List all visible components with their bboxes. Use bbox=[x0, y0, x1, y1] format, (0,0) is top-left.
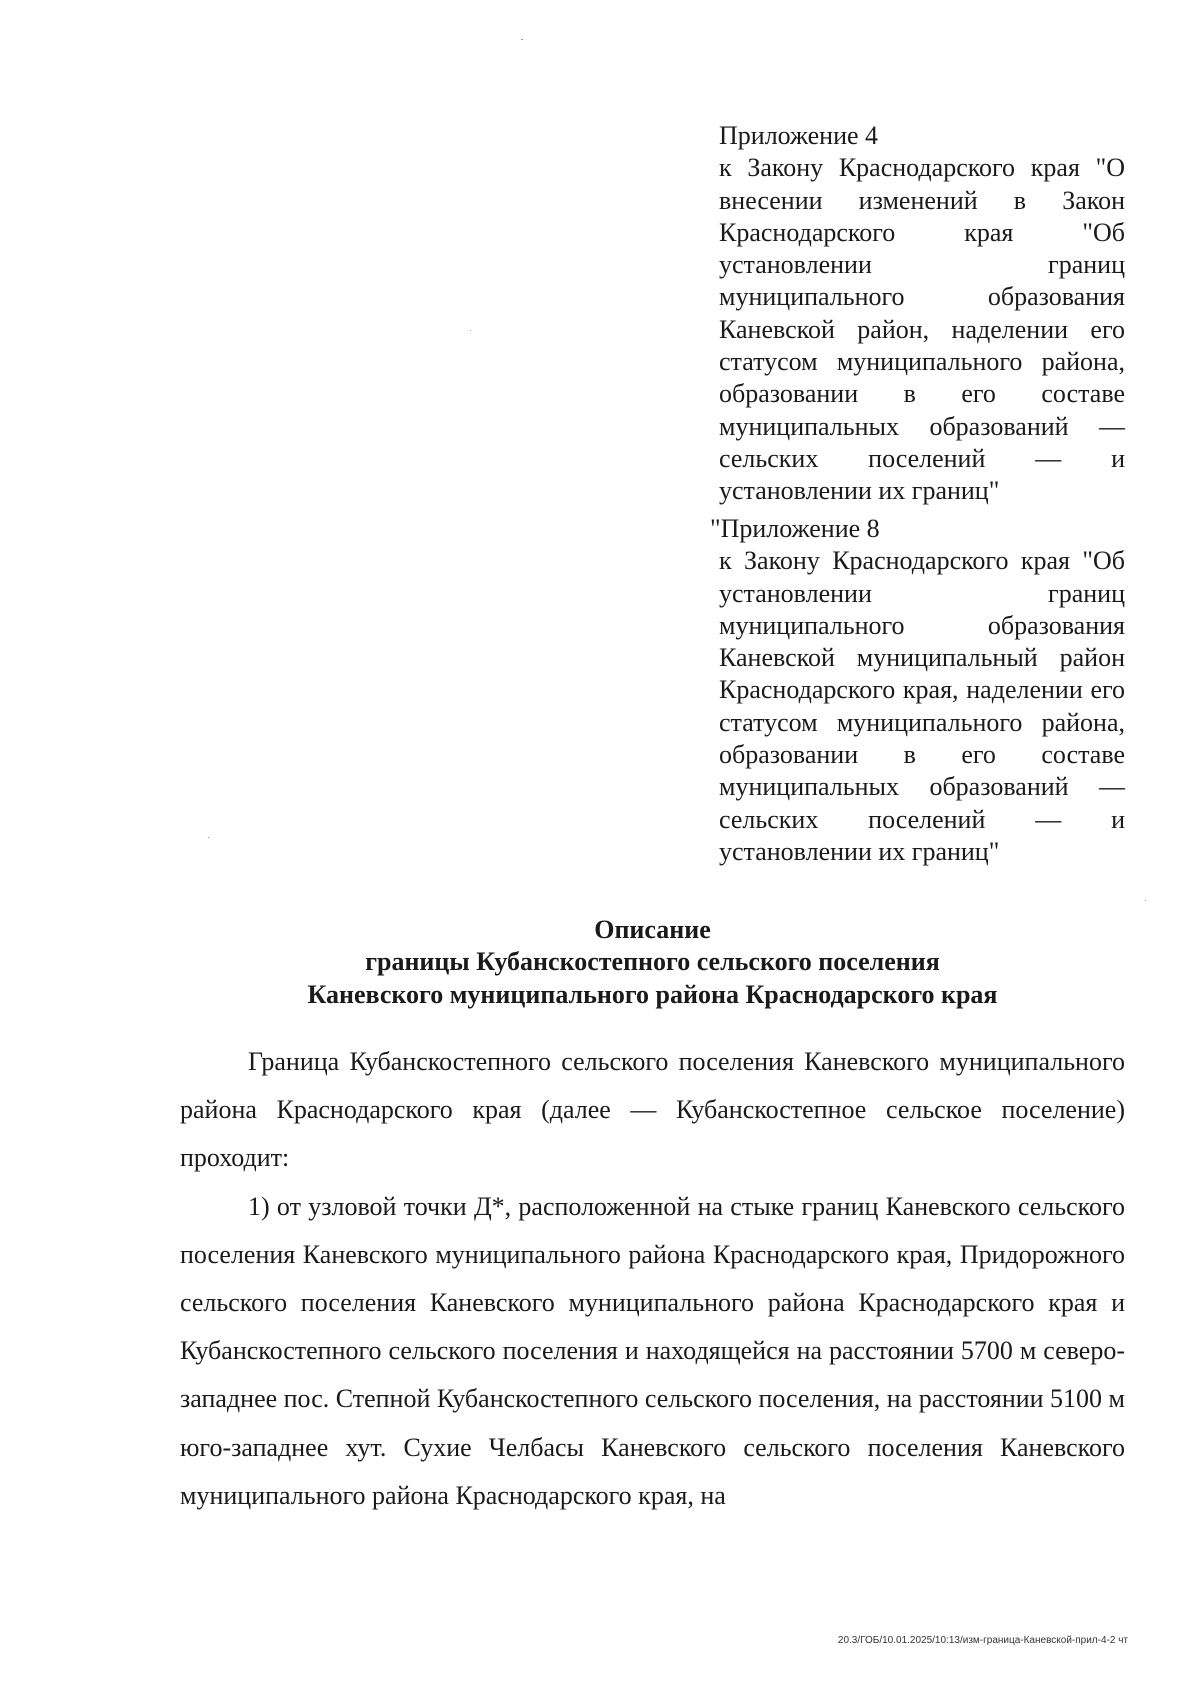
scan-speck bbox=[1145, 900, 1146, 901]
appendix-8-heading: "Приложение 8 bbox=[710, 514, 880, 543]
appendix-4-block bbox=[719, 120, 1125, 508]
intro-paragraph: Граница Кубанскостепного сельского поселения Каневского муниципального района Краснодарского края (далее — Кубанскостепное сельское поселение) проходит: bbox=[180, 1047, 1125, 1173]
footer-document-code: 20.3/ГОБ/10.01.2025/10:13/изм-граница-Каневской-прил-4-2 чт bbox=[837, 1635, 1128, 1646]
title-line-3: Каневского муниципального района Краснодарского края bbox=[307, 979, 998, 1009]
scan-speck bbox=[521, 39, 523, 40]
scan-speck bbox=[208, 837, 209, 838]
scan-speck bbox=[470, 330, 471, 331]
document-body bbox=[180, 1038, 1125, 1520]
appendix-8-block bbox=[710, 513, 1125, 868]
appendix-4-text: к Закону Краснодарского края "О внесении изменений в Закон Краснодарского края "Об установлении границ муниципального образования Каневской район, наделении его статусом муниципального района, образовании в его составе муниципальных образований — сельских поселений — и установлении их границ" bbox=[719, 153, 1125, 506]
title-line-2: границы Кубанскостепного сельского поселения bbox=[365, 947, 940, 977]
boundary-item-1: 1) от узловой точки Д*, расположенной на стыке границ Каневского сельского поселения Каневского муниципального района Краснодарского края, Придорожного сельского поселения Каневского муниципального района Краснодарского края и Кубанскостепного сельского поселения и находящейся на расстоянии 5700 м северо-западнее пос. Степной Кубанскостепного сельского поселения, на расстоянии 5100 м юго-западнее хут. Сухие Челбасы Каневского сельского поселения Каневского муниципального района Краснодарского края, на bbox=[180, 1191, 1126, 1510]
title-line-1: Описание bbox=[594, 915, 711, 944]
document-title bbox=[180, 914, 1125, 1011]
appendix-4-heading: Приложение 4 bbox=[719, 121, 879, 150]
appendix-8-text: к Закону Краснодарского края "Об установлении границ муниципального образования Каневской муниципальный район Краснодарского края, наделении его статусом муниципального района, образовании в его составе муниципальных образований — сельских поселений — и установлении их границ" bbox=[719, 546, 1125, 866]
